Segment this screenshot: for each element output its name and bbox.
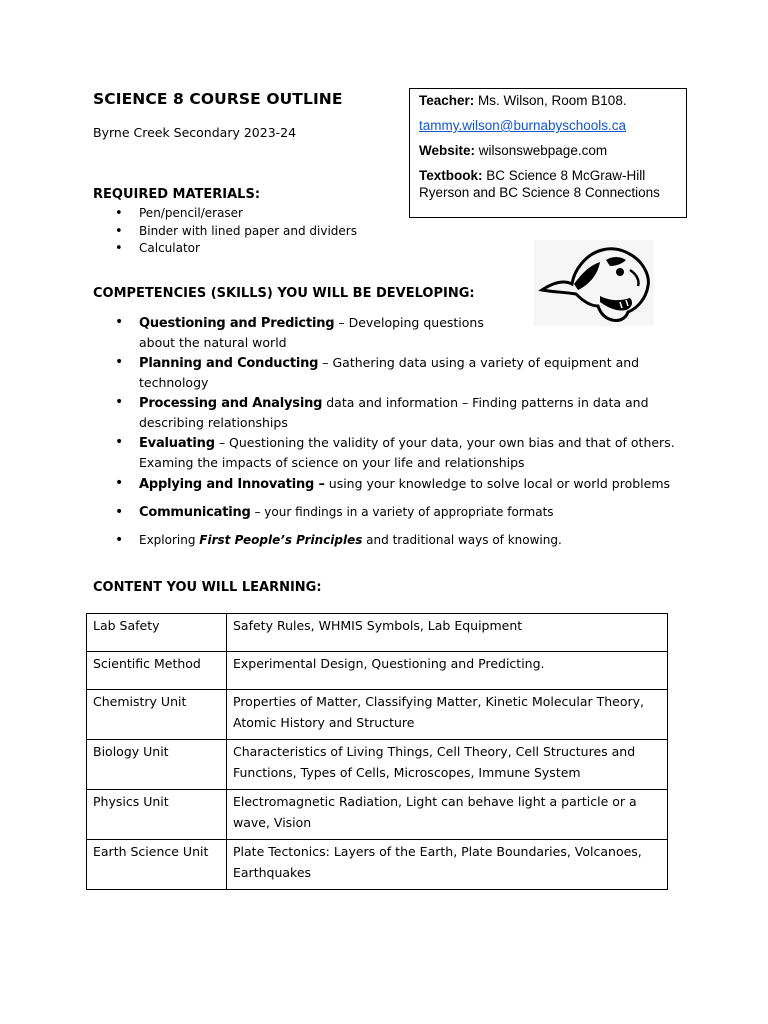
- list-item: [93, 531, 683, 550]
- table-cell-unit: Lab Safety: [87, 614, 227, 652]
- table-cell-unit: Scientific Method: [87, 652, 227, 690]
- content-heading: CONTENT YOU WILL LEARNING:: [93, 580, 322, 595]
- competency-term: Questioning and Predicting: [139, 316, 335, 331]
- competency-desc: – Gathering data using a variety of equipment and technology: [139, 355, 640, 390]
- list-item: • Pen/pencil/eraser: [93, 205, 493, 223]
- email-line: [419, 117, 677, 134]
- table-cell-topics: Electromagnetic Radiation, Light can behave light a particle or a wave, Vision: [227, 790, 668, 840]
- competency-term: Evaluating: [139, 436, 215, 451]
- table-cell-topics: Safety Rules, WHMIS Symbols, Lab Equipment: [227, 614, 668, 652]
- competencies-heading: COMPETENCIES (SKILLS) YOU WILL BE DEVELOPING:: [93, 286, 475, 301]
- competency-term: Planning and Conducting: [139, 356, 319, 371]
- table-cell-topics: Plate Tectonics: Layers of the Earth, Plate Boundaries, Volcanoes, Earthquakes: [227, 840, 668, 890]
- teacher-value: Ms. Wilson, Room B108.: [474, 93, 627, 108]
- table-row: [87, 690, 668, 740]
- first-peoples-before: Exploring: [139, 533, 200, 547]
- first-peoples-emphasis: First People’s Principles: [199, 533, 363, 547]
- table-cell-unit: Earth Science Unit: [87, 840, 227, 890]
- materials-list: [93, 205, 493, 258]
- teacher-label: Teacher:: [419, 93, 475, 108]
- table-row: [87, 652, 668, 690]
- competency-term: Communicating: [139, 505, 251, 520]
- list-item: [93, 433, 683, 473]
- first-peoples-after: and traditional ways of knowing.: [362, 533, 562, 547]
- table-cell-unit: Chemistry Unit: [87, 690, 227, 740]
- table-row: [87, 614, 668, 652]
- competency-term: Processing and Analysing: [139, 396, 323, 411]
- materials-heading: REQUIRED MATERIALS:: [93, 187, 261, 202]
- competency-desc: data and information – Finding patterns in data and describing relationships: [139, 395, 649, 430]
- competency-desc: using your knowledge to solve local or world problems: [324, 476, 671, 491]
- website-value: wilsonswebpage.com: [475, 143, 608, 158]
- table-cell-topics: Properties of Matter, Classifying Matter, Kinetic Molecular Theory, Atomic History and Structure: [227, 690, 668, 740]
- website-label: Website:: [419, 143, 476, 158]
- list-item: [93, 393, 683, 433]
- competencies-list: [93, 313, 683, 550]
- competency-desc: – your findings in a variety of appropriate formats: [250, 505, 554, 519]
- list-item: [93, 474, 683, 494]
- page-title: SCIENCE 8 COURSE OUTLINE: [93, 90, 343, 108]
- competency-term: Applying and Innovating –: [139, 477, 325, 492]
- page-subtitle: Byrne Creek Secondary 2023-24: [93, 125, 297, 140]
- list-item: [93, 503, 683, 522]
- teacher-info-box: [409, 88, 687, 218]
- textbook-line: [419, 167, 677, 201]
- list-item: [93, 313, 505, 353]
- competency-desc: – Developing questions about the natural world: [139, 315, 484, 350]
- website-line: [419, 142, 677, 159]
- table-cell-topics: Characteristics of Living Things, Cell Theory, Cell Structures and Functions, Types of Cells, Microscopes, Immune System: [227, 740, 668, 790]
- table-cell-unit: Physics Unit: [87, 790, 227, 840]
- teacher-line: [419, 92, 677, 109]
- table-cell-unit: Biology Unit: [87, 740, 227, 790]
- materials-list-wrap: [93, 205, 493, 258]
- competencies-list-wrap: [93, 313, 683, 550]
- list-item: • Binder with lined paper and dividers: [93, 223, 493, 241]
- competency-desc: – Questioning the validity of your data, your own bias and that of others. Examing the impacts of science on your life and relationships: [139, 435, 675, 470]
- list-item: [93, 353, 683, 393]
- table-cell-topics: Experimental Design, Questioning and Predicting.: [227, 652, 668, 690]
- table-row: [87, 840, 668, 890]
- content-table: [86, 613, 668, 890]
- email-link[interactable]: tammy.wilson@burnabyschools.ca: [419, 118, 627, 133]
- table-row: [87, 740, 668, 790]
- list-item: • Calculator: [93, 240, 493, 258]
- textbook-label: Textbook:: [419, 168, 483, 183]
- table-row: [87, 790, 668, 840]
- textbook-value: BC Science 8 McGraw-Hill Ryerson and BC Science 8 Connections: [419, 168, 660, 200]
